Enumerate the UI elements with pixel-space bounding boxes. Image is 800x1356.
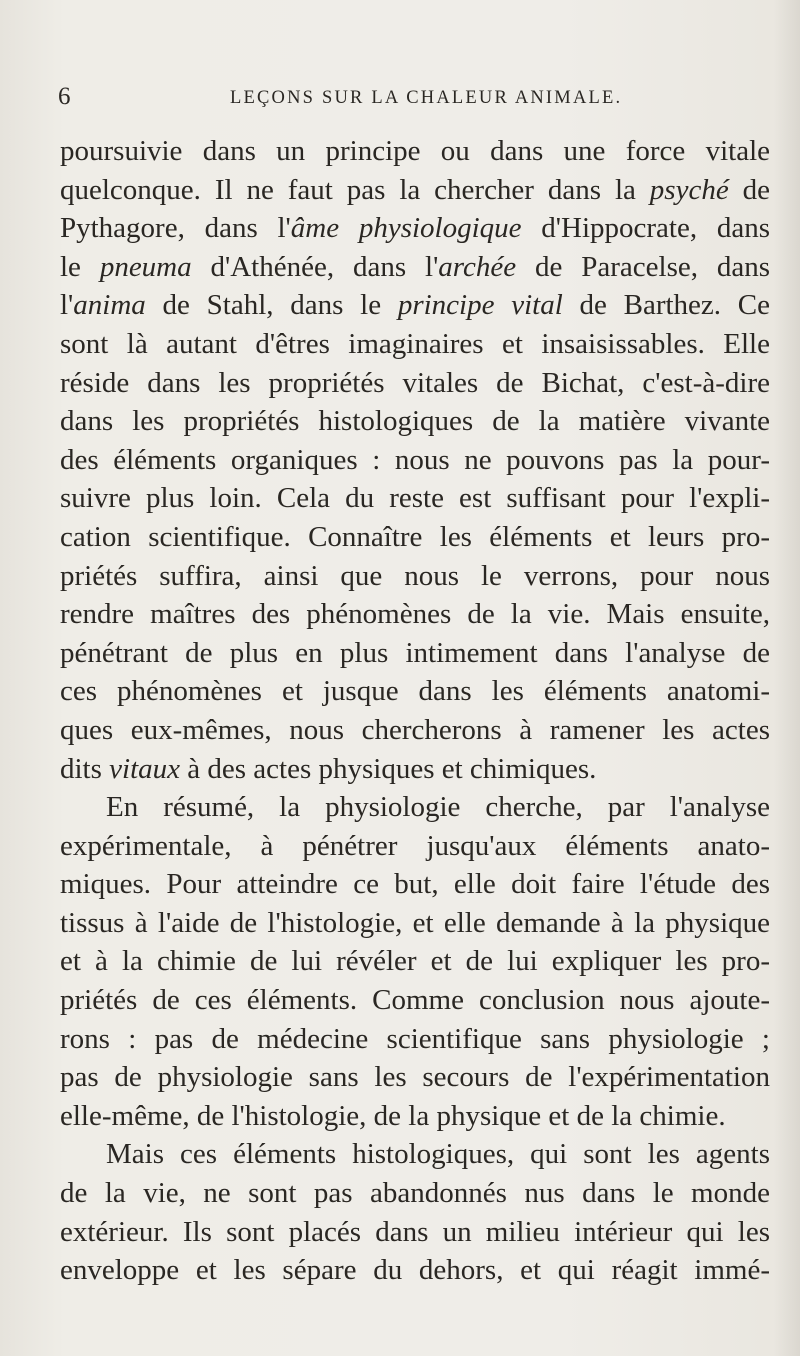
text-segment: suivre plus loin. Cela du reste est suffisant pour l'expli-	[60, 482, 770, 515]
text-line	[60, 750, 770, 789]
text-segment: le	[60, 250, 100, 283]
text-segment: de Paracelse, dans	[516, 250, 771, 283]
text-line	[60, 711, 770, 750]
text-line	[60, 248, 770, 287]
text-line	[60, 1020, 770, 1059]
text-line	[60, 325, 770, 364]
text-segment: extérieur. Ils sont placés dans un milieu intérieur qui les	[60, 1215, 770, 1248]
text-segment: sont là autant d'êtres imaginaires et insaisissables. Elle	[60, 327, 770, 360]
text-segment: quelconque. Il ne faut pas la chercher dans la	[60, 173, 650, 206]
text-segment: dits	[60, 752, 110, 785]
text-line	[60, 1097, 770, 1136]
text-line	[60, 132, 770, 171]
text-segment: cation scientifique. Connaître les éléments et leurs pro-	[60, 520, 770, 553]
text-line	[60, 1058, 770, 1097]
text-line	[60, 1213, 770, 1252]
text-segment: pénétrant de plus en plus intimement dans l'analyse de	[60, 636, 770, 669]
text-segment: poursuivie dans un principe ou dans une force vitale	[60, 135, 770, 167]
page-edge-shadow	[774, 0, 800, 1356]
text-line	[60, 865, 770, 904]
text-segment: d'Athénée, dans l'	[191, 250, 439, 283]
text-line	[60, 1174, 770, 1213]
running-title: LEÇONS SUR LA CHALEUR ANIMALE.	[230, 88, 623, 108]
text-line	[60, 827, 770, 866]
text-segment: l'	[60, 289, 74, 322]
italic-term: vitaux	[109, 752, 181, 785]
text-line	[60, 557, 770, 596]
italic-term: principe vital	[397, 289, 563, 322]
text-segment: enveloppe et les sépare du dehors, et qui réagit immé-	[60, 1254, 770, 1287]
text-line	[60, 1251, 770, 1290]
text-line	[60, 364, 770, 403]
text-segment: miques. Pour atteindre ce but, elle doit faire l'étude des	[60, 868, 770, 901]
text-line	[60, 788, 770, 827]
text-segment: ces phénomènes et jusque dans les éléments anatomi-	[60, 675, 770, 708]
text-segment: elle-même, de l'histologie, de la physique et de la chimie.	[60, 1099, 726, 1132]
text-segment: priétés suffira, ainsi que nous le verrons, pour nous	[60, 559, 770, 592]
text-segment: et à la chimie de lui révéler et de lui expliquer les pro-	[60, 945, 770, 978]
text-line	[60, 981, 770, 1020]
text-line	[60, 1135, 770, 1174]
text-segment: pas de physiologie sans les secours de l'expérimentation	[60, 1061, 770, 1094]
text-segment: dans les propriétés histologiques de la matière vivante	[60, 405, 770, 438]
text-segment: des éléments organiques : nous ne pouvons pas la pour-	[60, 443, 770, 476]
text-segment: Pythagore, dans l'	[60, 212, 291, 245]
text-segment: de la vie, ne sont pas abandonnés nus dans le monde	[60, 1177, 770, 1210]
text-line	[60, 402, 770, 441]
text-line	[60, 595, 770, 634]
text-segment: de Barthez. Ce	[562, 289, 770, 322]
text-segment: Mais ces éléments histologiques, qui sont les agents	[106, 1138, 770, 1171]
text-segment: tissus à l'aide de l'histologie, et elle demande à la physique	[60, 906, 770, 939]
text-segment: rendre maîtres des phénomènes de la vie. Mais ensuite,	[60, 598, 770, 631]
text-segment: de	[728, 173, 770, 206]
text-segment: En résumé, la physiologie cherche, par l'analyse	[106, 791, 770, 824]
text-line	[60, 286, 770, 325]
italic-term: anima	[73, 289, 146, 322]
text-segment: d'Hippocrate, dans	[521, 212, 771, 245]
text-line	[60, 904, 770, 943]
text-segment: de Stahl, dans le	[145, 289, 398, 322]
running-head	[58, 83, 778, 113]
text-line	[60, 479, 770, 518]
text-line	[60, 672, 770, 711]
text-line	[60, 518, 770, 557]
text-segment: ques eux-mêmes, nous chercherons à ramener les actes	[60, 713, 770, 746]
text-segment: réside dans les propriétés vitales de Bichat, c'est-à-dire	[60, 366, 770, 399]
text-segment: priétés de ces éléments. Comme conclusion nous ajoute-	[60, 984, 770, 1017]
page-number: 6	[58, 83, 72, 110]
text-line	[60, 209, 770, 248]
text-line	[60, 171, 770, 210]
text-line	[60, 441, 770, 480]
text-line	[60, 942, 770, 981]
italic-term: âme physiologique	[290, 212, 522, 245]
body-text	[60, 132, 770, 1290]
italic-term: pneuma	[99, 250, 192, 283]
italic-term: archée	[438, 250, 517, 283]
text-line	[60, 634, 770, 673]
italic-term: psyché	[649, 173, 729, 206]
text-segment: expérimentale, à pénétrer jusqu'aux éléments anato-	[60, 829, 770, 862]
text-segment: à des actes physiques et chimiques.	[180, 752, 597, 785]
text-segment: rons : pas de médecine scientifique sans physiologie ;	[60, 1022, 770, 1055]
